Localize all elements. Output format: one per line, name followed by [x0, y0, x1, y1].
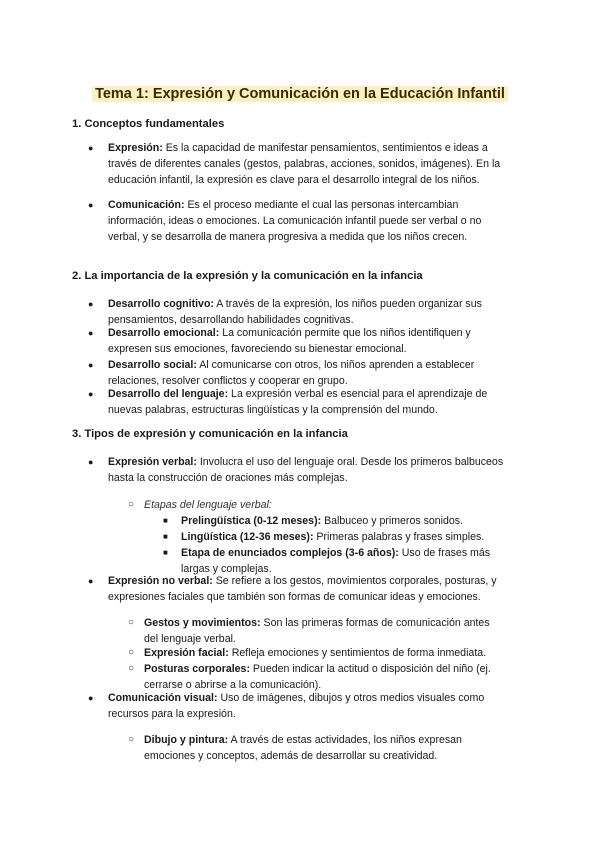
sublist-label: Etapas del lenguaje verbal:	[144, 499, 272, 511]
bullet-square: ■	[163, 516, 168, 525]
section-heading-2: 2. La importancia de la expresión y la comunicación en la infancia	[72, 270, 423, 282]
list-item: Comunicación visual: Uso de imágenes, dibujos y otros medios visuales como recursos para la expresión.	[108, 692, 485, 720]
list-item: Desarrollo cognitivo: A través de la expresión, los niños pueden organizar sus pensamientos, desarrollando habilidades cognitivas.	[108, 298, 482, 326]
list-item: Dibujo y pintura: A través de estas actividades, los niños expresan emociones y conceptos, además de desarrollar su creatividad.	[144, 734, 462, 762]
bullet-square: ■	[163, 532, 168, 541]
bullet-circle: ○	[128, 617, 135, 628]
bullet-dot: ●	[88, 576, 94, 586]
bullet-dot: ●	[88, 328, 94, 338]
bullet-dot: ●	[88, 389, 94, 399]
bullet-dot: ●	[88, 299, 94, 309]
bullet-square: ■	[163, 548, 168, 557]
section-heading-3: 3. Tipos de expresión y comunicación en la infancia	[72, 428, 348, 440]
bullet-circle: ○	[128, 734, 135, 745]
list-item: Posturas corporales: Pueden indicar la actitud o disposición del niño (ej. cerrarse o abrirse a la comunicación).	[144, 663, 491, 691]
list-item: Prelingüística (0-12 meses): Balbuceo y primeros sonidos.	[181, 515, 464, 527]
bullet-circle: ○	[128, 499, 135, 510]
list-item: Expresión verbal: Involucra el uso del lenguaje oral. Desde los primeros balbuceos hasta la construcción de oraciones más complejas.	[108, 456, 504, 484]
list-item: Lingüística (12-36 meses): Primeras palabras y frases simples.	[181, 531, 485, 543]
bullet-dot: ●	[88, 143, 94, 153]
bullet-dot: ●	[88, 693, 94, 703]
bullet-dot: ●	[88, 360, 94, 370]
bullet-dot: ●	[88, 200, 94, 210]
title-text: Tema 1: Expresión y Comunicación en la Educación Infantil	[92, 86, 508, 102]
list-item: Desarrollo social: Al comunicarse con otros, los niños aprenden a establecer relaciones, resolver conflictos y cooperar en grupo.	[108, 359, 475, 387]
bullet-dot: ●	[88, 457, 94, 467]
bullet-circle: ○	[128, 647, 135, 658]
list-item: Expresión: Es la capacidad de manifestar pensamientos, sentimientos e ideas a través de diferentes canales (gestos, palabras, acciones, sonidos, imágenes). En la educación infantil, la expresión es clave para el desarrollo integral de los niños.	[108, 142, 501, 186]
list-item: Etapa de enunciados complejos (3-6 años): Uso de frases más largas y complejas.	[181, 547, 491, 575]
list-item: Expresión facial: Refleja emociones y sentimientos de forma inmediata.	[144, 647, 487, 659]
list-item: Desarrollo emocional: La comunicación permite que los niños identifiquen y expresen sus emociones, favoreciendo su bienestar emocional.	[108, 327, 471, 355]
list-item: Gestos y movimientos: Son las primeras formas de comunicación antes del lenguaje verbal.	[144, 617, 490, 645]
bullet-circle: ○	[128, 663, 135, 674]
list-item: Desarrollo del lenguaje: La expresión verbal es esencial para el aprendizaje de nuevas palabras, estructuras lingüísticas y la comprensión del mundo.	[108, 388, 488, 416]
list-item: Comunicación: Es el proceso mediante el cual las personas intercambian información, ideas o emociones. La comunicación infantil puede ser verbal o no verbal, y se desarrolla de manera progresiva a medida que los niños crecen.	[108, 199, 482, 243]
page-title	[0, 86, 600, 102]
section-heading-1: 1. Conceptos fundamentales	[72, 118, 225, 130]
list-item: Expresión no verbal: Se refiere a los gestos, movimientos corporales, posturas, y expresiones faciales que también son formas de comunicar ideas y emociones.	[108, 575, 497, 603]
